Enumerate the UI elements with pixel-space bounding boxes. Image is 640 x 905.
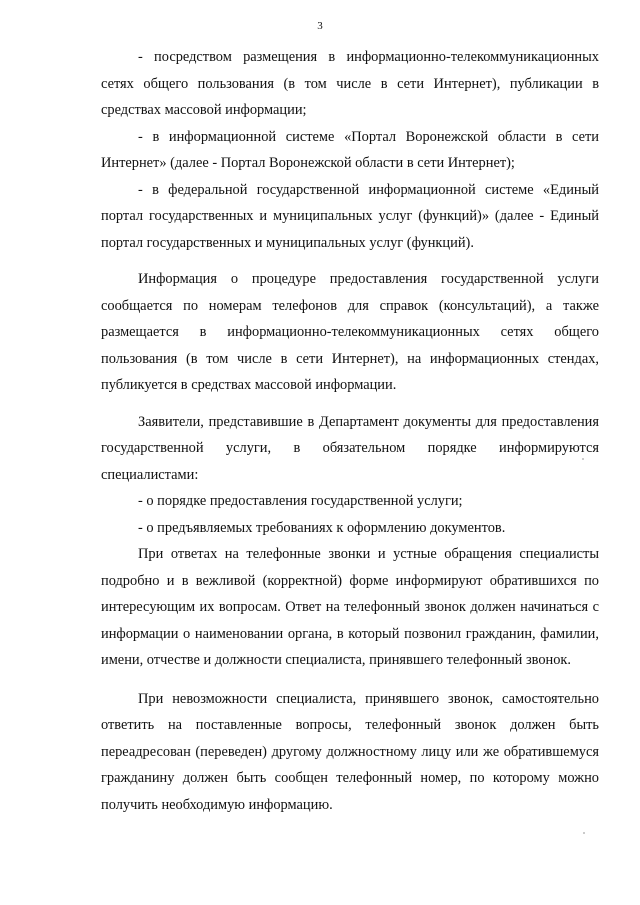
paragraph-6: - о порядке предоставления государственной услуги; xyxy=(138,493,463,509)
paragraph-9: При невозможности специалиста, принявшего звонок, самостоятельно ответить на поставленные вопросы, телефонный звонок должен быть переадресован (переведен) другому должностному лицу или же обратившемуся гражданину должен быть сообщен телефонный номер, по которому можно получить необходимую информацию. xyxy=(101,690,599,813)
scan-speck xyxy=(583,832,585,834)
paragraph-7: - о предъявляемых требованиях к оформлению документов. xyxy=(138,519,506,536)
document-body xyxy=(101,44,599,818)
paragraph-2: - в информационной системе «Портал Воронежской области в сети Интернет» (далее - Портал Воронежской области в сети Интернет); xyxy=(101,128,599,171)
paragraph-3: - в федеральной государственной информационной системе «Единый портал государственных и муниципальных услуг (функций)» (далее - Единый портал государственных и муниципальных услуг (функций). xyxy=(101,181,599,251)
paragraph-5: Заявители, представившие в Департамент документы для предоставления государственной услуги, в обязательном порядке информируются специалистами: xyxy=(101,413,599,483)
page-number: 3 xyxy=(317,20,323,32)
paragraph-1: - посредством размещения в информационно-телекоммуникационных сетях общего пользования (в том числе в сети Интернет), публикации в средствах массовой информации; xyxy=(101,49,599,118)
paragraph-8: При ответах на телефонные звонки и устные обращения специалисты подробно и в вежливой (корректной) форме информируют обратившихся по интересующим их вопросам. Ответ на телефонный звонок должен начинаться с информации о наименовании органа, в который позвонил гражданин, фамилии, имени, отчестве и должности специалиста, принявшего телефонный звонок. xyxy=(101,546,599,668)
scan-speck xyxy=(582,458,584,460)
paragraph-4: Информация о процедуре предоставления государственной услуги сообщается по номерам телефонов для справок (консультаций), а также размещается в информационно-телекоммуникационных сетях общего пользования (в том числе в сети Интернет), на информационных стендах, публикуется в средствах массовой информации. xyxy=(101,271,599,393)
